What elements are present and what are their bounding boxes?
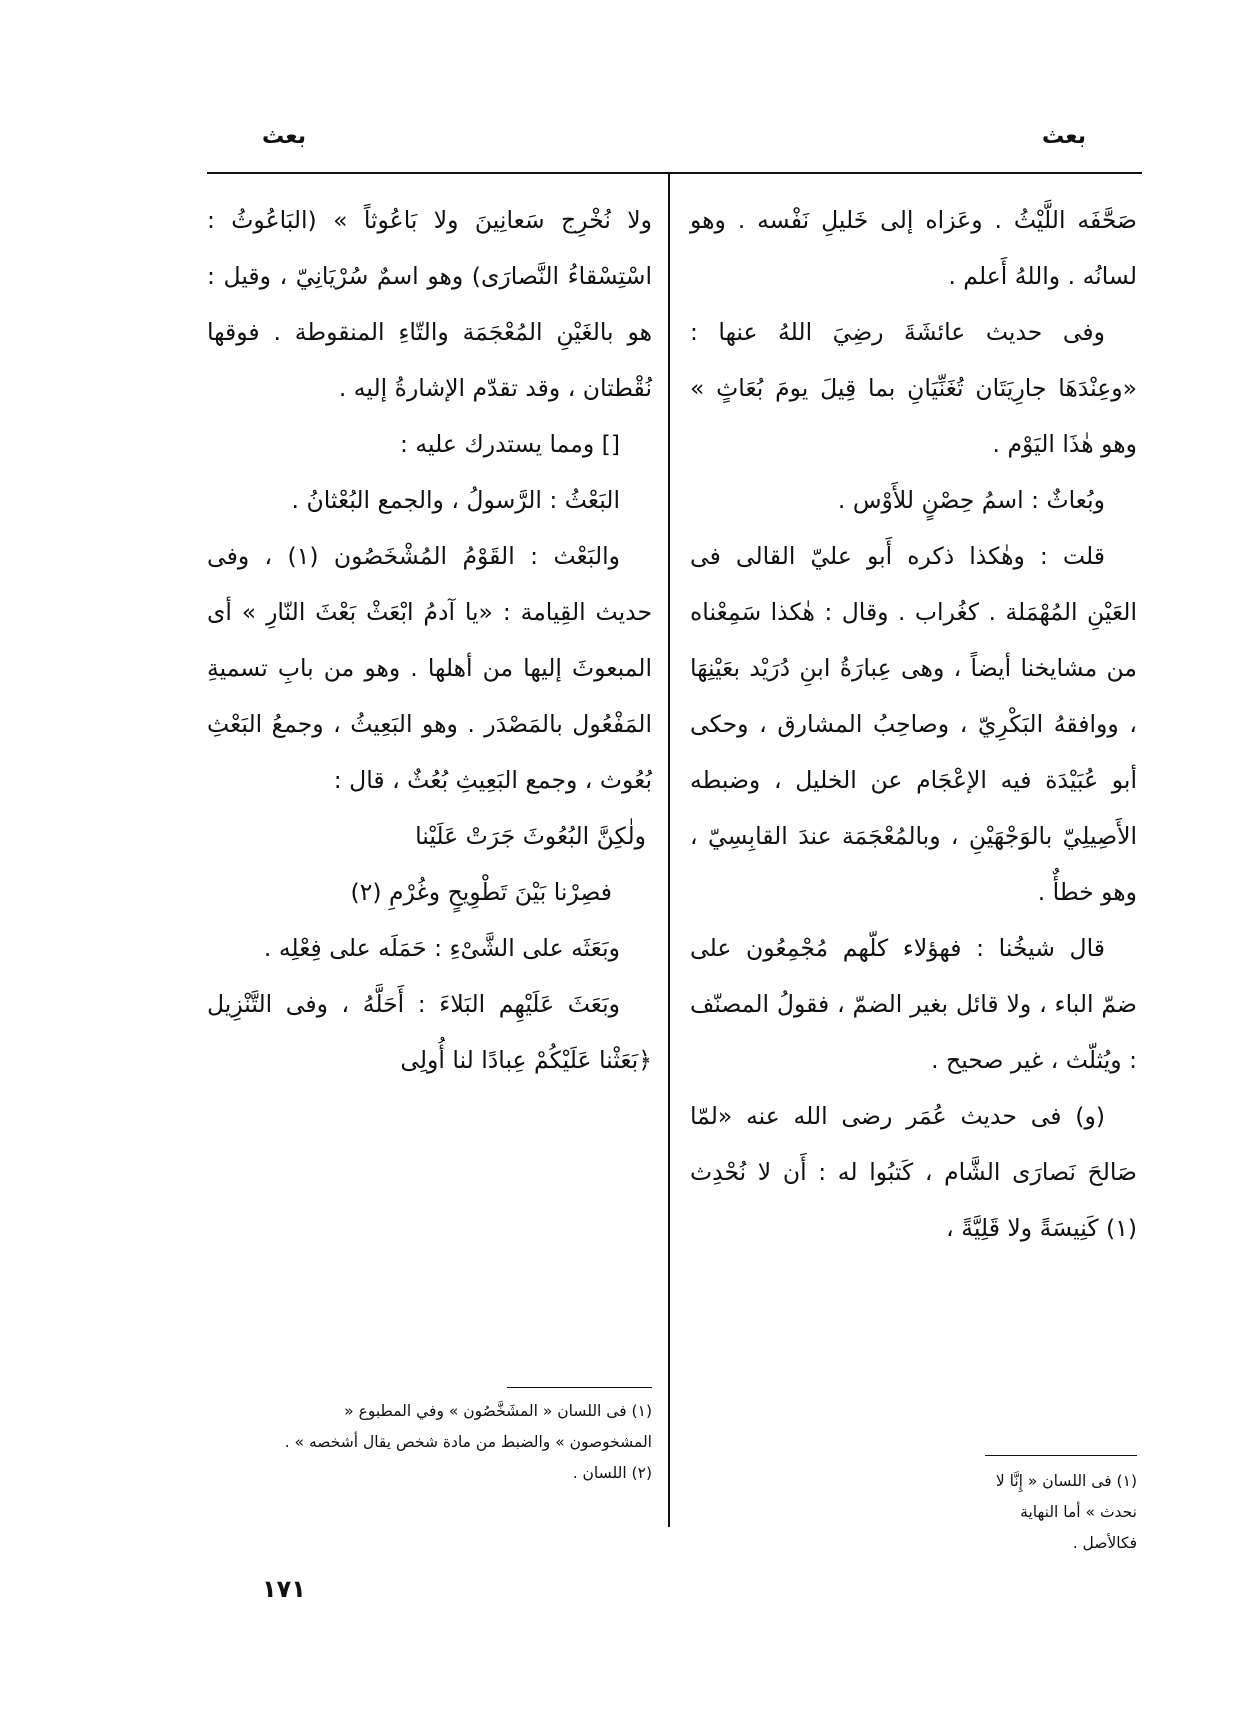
footnotes-left — [270, 1396, 652, 1489]
paragraph: وبَعَثَ عَلَيْهِم البَلاءَ : أَحَلَّهُ ، وفى التَّنْزِيل ﴿بَعَثْنا عَلَيْكُمْ عِبادًا لنا أُولِى — [207, 990, 652, 1074]
paragraph: قلت : وهٰكذا ذكره أَبو عليّ القالى فى العَيْنِ المُهْمَلة . كغُراب . وقال : هٰكذا سَمِعْناه من مشايخنا أيضاً ، وهى عِبارَةُ ابنِ دُرَيْد بعَيْنِهَا ، ووافقهُ البَكْرِيّ ، وصاحِبُ المشارق ، وحكى أبو عُبَيْدَة فيه الإعْجَام عن الخليل ، وضبطه الأَصِيلِيّ بالوَجْهَيْنِ ، وبالمُعْجَمَة عندَ القابِسِيّ ، وهو خطأٌ . — [690, 542, 1137, 906]
right-column — [690, 192, 1137, 1256]
paragraph: وبُعاثٌ : اسمُ حِصْنٍ للأَوْس . — [837, 486, 1105, 514]
running-header-right: بعث — [1042, 124, 1086, 149]
verse-line: ولٰكِنَّ البُعُوثَ جَرَتْ عَلَيْنا — [415, 822, 646, 850]
paragraph: ولا نُخْرِج سَعانِينَ ولا بَاعُوثاً » (البَاعُوثُ : اسْتِسْقاءُ النَّصارَى) وهو اسمٌ سُرْيَانِيّ ، وقيل : هو بالغَيْنِ المُعْجَمَة والتّاءِ المنقوطة . فوقها نُقْطتان ، وقد تقدّم الإشارةُ إليه . — [207, 206, 652, 402]
running-header-left: بعث — [262, 124, 306, 149]
footnotes-right — [985, 1466, 1137, 1559]
paragraph: وفى حديث عائشَةَ رضِيَ اللهُ عنها : «وعِنْدَهَا جارِيَتَان تُغَنِّيَانِ بما قِيلَ يومَ بُعَاثٍ » وهو هٰذَا اليَوْم . — [690, 318, 1137, 458]
footnote: (٢) اللسان . — [572, 1464, 652, 1482]
verse-line: فصِرْنا بَيْنَ تَطْوِيحٍ وغُرْمِ (٢) — [350, 878, 612, 906]
footnote: (١) فى اللسان « المشَخَّصُون » وفي المطبوع « المشخوصون » والضبط من مادة شخص يقال أشخصه » . — [284, 1402, 652, 1451]
column-divider — [668, 172, 670, 1527]
paragraph: وبَعَثَه على الشَّىْءِ : حَمَلَه على فِعْلِه . — [263, 934, 620, 962]
paragraph: [] ومما يستدرك عليه : — [400, 430, 620, 458]
header-rule — [207, 172, 1142, 174]
footnote: (١) فى اللسان « إِنَّا لا نحدث » أما النهاية فكالأصل . — [995, 1472, 1137, 1552]
footnote-rule — [985, 1455, 1137, 1456]
left-column — [207, 192, 652, 1088]
page-number: ١٧١ — [262, 1575, 306, 1603]
paragraph: البَعْثُ : الرَّسولُ ، والجمع البُعْثانُ . — [291, 486, 620, 514]
paragraph: (و) فى حديث عُمَر رضى الله عنه «لمّا صَالحَ نَصارَى الشَّام ، كَتبُوا له : أَن لا نُحْدِث (١) كَنِيسَةً ولا قَلِيَّةً ، — [690, 1102, 1137, 1242]
paragraph: صَحَّفَه اللَّيْثُ . وعَزاه إلى خَليلِ نَفْسه . وهو لسانُه . واللهُ أَعلم . — [690, 206, 1137, 290]
footnote-rule — [507, 1387, 652, 1388]
paragraph: والبَعْث : القَوْمُ المُشْخَصُون (١) ، وفى حديث القِيامة : «يا آدمُ ابْعَثْ بَعْثَ النّارِ » أى المبعوثَ إليها من أهلها . وهو من بابِ تسميةِ المَفْعُول بالمَصْدَر . وهو البَعِيثُ ، وجمعُ البَعْثِ بُعُوث ، وجمع البَعِيثِ بُعُثٌ ، قال : — [207, 542, 652, 794]
paragraph: قال شيخُنا : فهؤلاء كلّهم مُجْمِعُون على ضمّ الباء ، ولا قائل بغير الضمّ ، فقولُ المصنّف : ويُثلّث ، غير صحيح . — [690, 934, 1137, 1074]
